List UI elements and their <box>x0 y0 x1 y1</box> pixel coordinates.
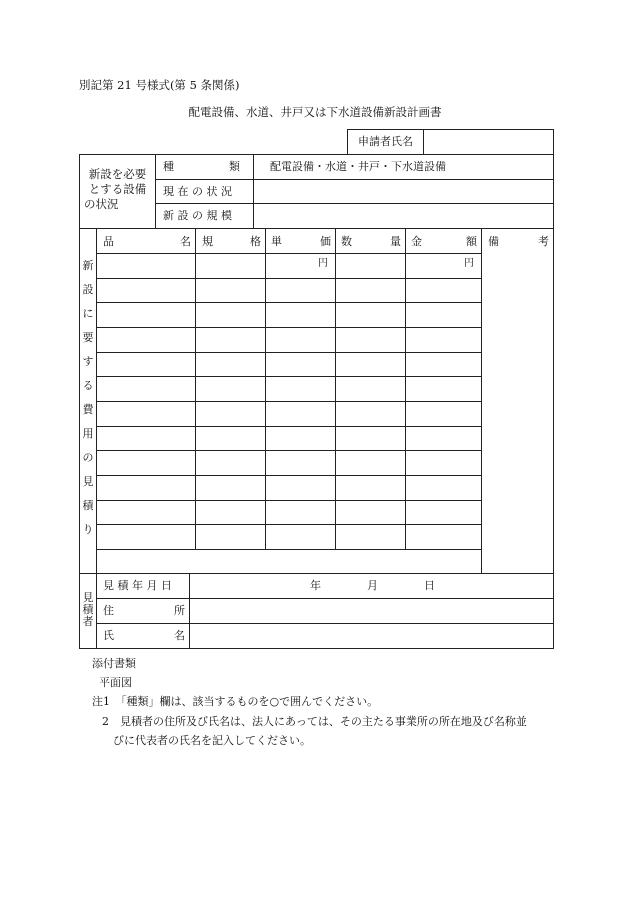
estimate-label-char: る <box>82 379 94 392</box>
amount-cell[interactable] <box>409 334 477 351</box>
quantity-cell[interactable] <box>339 309 401 326</box>
date-day-label: 日 <box>424 579 435 592</box>
estimate-date-label: 見 積 年 月 日 <box>103 579 172 592</box>
applicant-name-label: 申請者氏名 <box>358 135 413 148</box>
unit-price-cell[interactable] <box>269 457 331 474</box>
item-name-cell[interactable] <box>100 334 191 351</box>
quantity-cell[interactable] <box>339 359 401 375</box>
spec-cell[interactable] <box>199 457 261 474</box>
amount-yen-unit: 円 <box>464 258 474 269</box>
unit-price-cell[interactable] <box>269 433 331 449</box>
form-number: 別記第 21 号様式(第 5 条関係) <box>79 78 240 92</box>
amount-cell[interactable] <box>409 260 477 277</box>
column-header-char: 備 <box>488 235 499 248</box>
name-label-char: 氏 <box>103 629 114 642</box>
column-header-char: 品 <box>103 235 114 248</box>
estimate-label-char: 見 <box>82 475 94 488</box>
estimate-label-char: 積 <box>82 499 94 512</box>
spec-cell[interactable] <box>199 359 261 375</box>
column-header-char: 規 <box>202 235 213 248</box>
column-header-char: 単 <box>271 235 282 248</box>
estimator-label-char: 見 <box>82 591 94 604</box>
column-header-char: 格 <box>250 235 261 248</box>
amount-cell[interactable] <box>409 433 477 449</box>
estimate-label-char: す <box>82 355 94 368</box>
estimate-section-label <box>80 260 96 540</box>
spec-cell[interactable] <box>199 433 261 449</box>
spec-cell[interactable] <box>199 285 261 301</box>
spec-cell[interactable] <box>199 383 261 400</box>
estimate-label-char: 設 <box>82 283 94 296</box>
amount-cell[interactable] <box>409 457 477 474</box>
column-header-char: 金 <box>411 235 422 248</box>
unit-price-cell[interactable] <box>269 359 331 375</box>
item-name-cell[interactable] <box>100 457 191 474</box>
spec-cell[interactable] <box>199 260 261 277</box>
item-name-cell[interactable] <box>100 309 191 326</box>
spec-cell[interactable] <box>199 334 261 351</box>
quantity-cell[interactable] <box>339 433 401 449</box>
facility-type-label: 種 類 <box>163 160 240 173</box>
note-2-line-1: 2 見積者の住所及び氏名は、法人にあっては、その主たる事業所の所在地及び名称並 <box>102 715 527 728</box>
column-header-char: 量 <box>390 235 401 248</box>
current-status-label: 現 在 の 状 況 <box>163 185 232 198</box>
unit-price-yen-unit: 円 <box>318 258 328 269</box>
facility-status-label-line: とする設備 <box>88 182 147 196</box>
estimate-label-char: 要 <box>82 331 94 344</box>
unit-price-cell[interactable] <box>269 408 331 425</box>
column-header-char: 名 <box>180 235 191 248</box>
column-header-char: 価 <box>320 235 331 248</box>
estimate-label-char: り <box>82 523 94 536</box>
new-scale-label: 新 設 の 規 模 <box>163 209 232 222</box>
spec-cell[interactable] <box>199 482 261 499</box>
item-name-cell[interactable] <box>100 482 191 499</box>
amount-cell[interactable] <box>409 309 477 326</box>
note-1: 注1 「種類」欄は、該当するものを○で囲んでください。 <box>92 695 379 708</box>
quantity-cell[interactable] <box>339 383 401 400</box>
estimator-label-char: 積 <box>82 603 94 616</box>
note-2-line-2: びに代表者の氏名を記入してください。 <box>113 734 311 747</box>
item-name-cell[interactable] <box>100 383 191 400</box>
estimator-section-label <box>80 592 96 632</box>
item-name-cell[interactable] <box>100 260 191 277</box>
quantity-cell[interactable] <box>339 531 401 548</box>
estimate-label-char: に <box>82 307 94 320</box>
estimate-label-char: 費 <box>82 403 94 416</box>
quantity-cell[interactable] <box>339 334 401 351</box>
column-header-char: 数 <box>341 235 352 248</box>
document-title: 配電設備、水道、井戸又は下水道設備新設計画書 <box>188 105 442 119</box>
item-name-cell[interactable] <box>100 408 191 425</box>
facility-status-label-line: 新設を必要 <box>88 167 147 181</box>
item-name-cell[interactable] <box>100 507 191 523</box>
date-month-label: 月 <box>367 579 378 592</box>
estimate-label-char: 新 <box>82 259 94 272</box>
facility-status-label-line: の状況 <box>84 197 119 211</box>
quantity-cell[interactable] <box>339 260 401 277</box>
unit-price-cell[interactable] <box>269 531 331 548</box>
item-name-cell[interactable] <box>100 359 191 375</box>
name-label-char: 名 <box>174 629 185 642</box>
unit-price-cell[interactable] <box>269 507 331 523</box>
estimator-label-char: 者 <box>82 615 94 628</box>
item-name-cell[interactable] <box>100 531 191 548</box>
amount-cell[interactable] <box>409 507 477 523</box>
address-label-char: 所 <box>174 604 185 617</box>
spec-cell[interactable] <box>199 309 261 326</box>
facility-type-options[interactable]: 配電設備・水道・井戸・下水道設備 <box>270 160 446 173</box>
item-name-cell[interactable] <box>100 433 191 449</box>
item-name-cell[interactable] <box>100 285 191 301</box>
unit-price-cell[interactable] <box>269 383 331 400</box>
estimate-label-char: 用 <box>82 427 94 440</box>
amount-cell[interactable] <box>409 531 477 548</box>
unit-price-cell[interactable] <box>269 309 331 326</box>
column-header-char: 考 <box>538 235 549 248</box>
estimator-address-field[interactable] <box>190 599 553 623</box>
quantity-cell[interactable] <box>339 507 401 523</box>
unit-price-cell[interactable] <box>269 334 331 351</box>
amount-cell[interactable] <box>409 482 477 499</box>
quantity-cell[interactable] <box>339 285 401 301</box>
amount-cell[interactable] <box>409 359 477 375</box>
address-label-char: 住 <box>103 604 114 617</box>
spec-cell[interactable] <box>199 507 261 523</box>
spec-cell[interactable] <box>199 408 261 425</box>
amount-cell[interactable] <box>409 285 477 301</box>
unit-price-cell[interactable] <box>269 285 331 301</box>
attachments-heading: 添付書類 <box>92 657 136 670</box>
spec-cell[interactable] <box>199 531 261 548</box>
unit-price-cell[interactable] <box>269 482 331 499</box>
unit-price-cell[interactable] <box>269 260 331 277</box>
estimate-label-char: の <box>82 451 94 464</box>
attachments-item: 平面図 <box>99 676 132 689</box>
date-year-label: 年 <box>310 579 321 592</box>
quantity-cell[interactable] <box>339 408 401 425</box>
amount-cell[interactable] <box>409 408 477 425</box>
quantity-cell[interactable] <box>339 457 401 474</box>
estimator-name-field[interactable] <box>190 624 553 648</box>
quantity-cell[interactable] <box>339 482 401 499</box>
column-header-char: 額 <box>466 235 477 248</box>
amount-cell[interactable] <box>409 383 477 400</box>
